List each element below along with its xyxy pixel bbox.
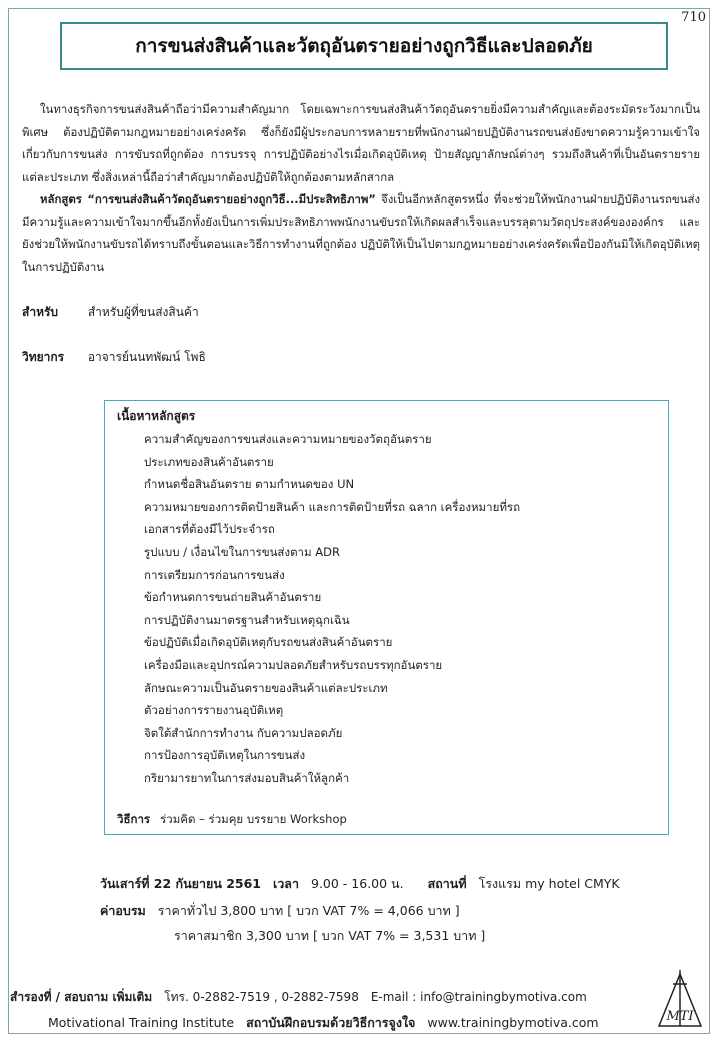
audience-label: สำหรับ xyxy=(22,305,59,319)
audience-row xyxy=(22,303,199,322)
speaker-value: อาจารย์นนทพัฒน์ โพธิ xyxy=(87,350,206,364)
topic-item: รูปแบบ / เงื่อนไขในการขนส่งตาม ADR xyxy=(144,544,340,559)
intro-paragraph-2 xyxy=(22,188,700,278)
content-heading: เนื้อหาหลักสูตร xyxy=(117,409,196,423)
contact-label: สำรองที่ / สอบถาม เพิ่มเติม xyxy=(10,990,153,1004)
venue-label: สถานที่ xyxy=(427,876,467,891)
course-name-bold: หลักสูตร “การขนส่งสินค้าวัตถุอันตรายอย่างถูกวิธี...มีประสิทธิภาพ” xyxy=(40,192,376,206)
institute-website: www.trainingbymotiva.com xyxy=(427,1015,599,1030)
contact-email: E-mail : info@trainingbymotiva.com xyxy=(370,990,587,1004)
schedule-row xyxy=(100,874,620,894)
intro-paragraph-1: ในทางธุรกิจการขนส่งสินค้าถือว่ามีความสำคัญมาก โดยเฉพาะการขนส่งสินค้าวัตถุอันตรายยิ่งมีความสำคัญและต้องระมัดระวังมากเป็นพิเศษ ต้องปฏิบัติตามกฎหมายอย่างเคร่งครัด ซึ่งก็ยังมีผู้ประกอบการหลายรายที่พนักงานฝ่ายปฏิบัติงานรถขนส่งยังขาดความรู้ความเข้าใจเกี่ยวกับการขนส่ง การขับรถที่ถูกต้อง การบรรจุ การปฏิบัติอย่างไรเมื่อเกิดอุบัติเหตุ ป้ายสัญญาลักษณ์ต่างๆ รวมถึงสินค้าที่เป็นอันตรายรายแต่ละประเภท ซึ่งสิ่งเหล่านี้ถือว่าสำคัญมากต้องปฏิบัติให้ถูกต้องตามหลักสากล xyxy=(22,102,700,184)
fee-row xyxy=(100,901,460,921)
contact-phone: โทร. 0-2882-7519 , 0-2882-7598 xyxy=(164,990,359,1004)
mti-logo-icon xyxy=(655,970,705,1030)
institute-name-en: Motivational Training Institute xyxy=(48,1015,235,1030)
topic-item: ความหมายของการติดป้ายสินค้า และการติดป้ายที่รถ ฉลาก เครื่องหมายที่รถ xyxy=(144,499,521,514)
topic-item: กำหนดชื่อสินอันตราย ตามกำหนดของ UN xyxy=(144,477,355,492)
footer-contact xyxy=(10,988,587,1007)
speaker-label: วิทยากร xyxy=(22,350,65,364)
topic-item: เอกสารที่ต้องมีไว้ประจำรถ xyxy=(144,522,275,537)
speaker-row xyxy=(22,348,206,367)
method-label: วิธีการ xyxy=(117,812,151,826)
institute-name-th: สถาบันฝึกอบรมด้วยวิธีการจูงใจ xyxy=(246,1015,416,1030)
logo-text: MTI xyxy=(666,1009,694,1024)
fee-general: ราคาทั่วไป 3,800 บาท [ บวก VAT 7% = 4,066 บาท ] xyxy=(157,903,460,918)
topic-item: ลักษณะความเป็นอันตรายของสินค้าแต่ละประเภท xyxy=(144,680,388,695)
page-number: 710 xyxy=(681,10,706,25)
venue-value: โรงแรม my hotel CMYK xyxy=(478,876,620,891)
time-value: 9.00 - 16.00 น. xyxy=(311,876,404,891)
fee-member: ราคาสมาชิก 3,300 บาท [ บวก VAT 7% = 3,531 บาท ] xyxy=(174,928,486,943)
topic-item: ความสำคัญของการขนส่งและความหมายของวัตถุอันตราย xyxy=(144,432,432,446)
intro-section xyxy=(22,98,700,278)
footer-institute xyxy=(48,1013,599,1033)
method-value: ร่วมคิด – ร่วมคุย บรรยาย Workshop xyxy=(160,812,347,826)
time-label: เวลา xyxy=(273,876,299,891)
event-date: วันเสาร์ที่ 22 กันยายน 2561 xyxy=(100,876,262,891)
topic-item: ข้อกำหนดการขนถ่ายสินค้าอันตราย xyxy=(144,590,322,605)
topic-item: จิตใต้สำนักการทำงาน กับความปลอดภัย xyxy=(144,725,343,740)
audience-value: สำหรับผู้ที่ขนส่งสินค้า xyxy=(87,305,199,319)
topic-item: กริยามารยาทในการส่งมอบสินค้าให้ลูกค้า xyxy=(144,770,350,785)
method-row xyxy=(117,811,347,829)
topic-item: การป้องการอุบัติเหตุในการขนส่ง xyxy=(144,748,306,763)
topic-item: ประเภทของสินค้าอันตราย xyxy=(144,454,274,469)
topic-item: เครื่องมือและอุปกรณ์ความปลอดภัยสำหรับรถบรรทุกอันตราย xyxy=(144,657,443,672)
title-box xyxy=(60,22,668,70)
course-content-box xyxy=(104,400,669,835)
fee-label: ค่าอบรม xyxy=(100,903,146,918)
fee-member-row xyxy=(174,926,485,946)
intro-paragraph-2-text: จึงเป็นอีกหลักสูตรหนึ่ง ที่จะช่วยให้พนักงานฝ่ายปฏิบัติงานรถขนส่ง มีความรู้และความเข้าใจมากขึ้นอีกทั้งยังเป็นการเพิ่มประสิทธิภาพพนักงานขับรถให้เกิดผลสำเร็จและบรรลุตามวัตถุประสงค์ขององค์กร และยังช่วยให้พนักงานขับรถได้ทราบถึงขั้นตอนและวิธีการทำงานที่ถูกต้อง ปฏิบัติให้เป็นไปตามกฎหมายอย่างเคร่งครัดเพื่อป้องกันมิให้เกิดอุบัติเหตุในการปฏิบัติงาน xyxy=(22,192,701,274)
topic-item: การปฏิบัติงานมาตรฐานสำหรับเหตุฉุกเฉิน xyxy=(144,612,350,627)
topic-item: ตัวอย่างการรายงานอุบัติเหตุ xyxy=(144,703,284,718)
topic-item: การเตรียมการก่อนการขนส่ง xyxy=(144,567,285,582)
page-title: การขนส่งสินค้าและวัตถุอันตรายอย่างถูกวิธีและปลอดภัย xyxy=(135,35,593,57)
topic-list xyxy=(117,428,656,790)
topic-item: ข้อปฏิบัติเมื่อเกิดอุบัติเหตุกับรถขนส่งสินค้าอันตราย xyxy=(144,635,393,650)
